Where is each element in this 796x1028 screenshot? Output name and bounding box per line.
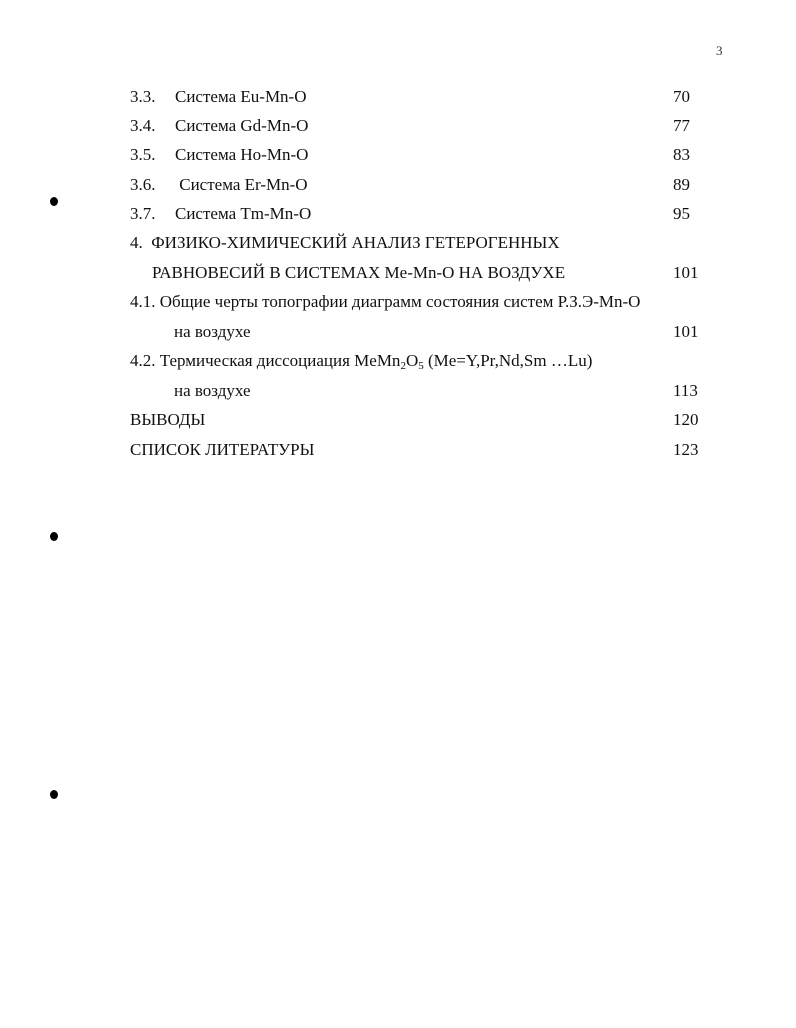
toc-entry: [130, 145, 308, 165]
section-4-2-page: 113: [673, 381, 698, 400]
conclusions-page: 120: [673, 410, 699, 429]
toc-entry-page: 95: [673, 204, 690, 223]
toc-entry-page: 70: [673, 87, 690, 106]
chapter-4-page: 101: [673, 263, 699, 282]
toc-entry-page: 77: [673, 116, 690, 135]
conclusions-title: ВЫВОДЫ: [130, 410, 206, 429]
toc-entry-number: 3.6.: [130, 175, 156, 194]
toc-entry-page: 83: [673, 145, 690, 164]
section-4-2-text-c: (Me=Y,Pr,Nd,Sm …Lu): [423, 351, 593, 370]
chapter-4-title-line-2: РАВНОВЕСИЙ В СИСТЕМАХ Me-Mn-O НА ВОЗДУХЕ: [152, 263, 566, 282]
section-4-2-title-line-1: [130, 351, 592, 371]
subscript-5: 5: [418, 360, 424, 372]
toc-entry-title: Система Eu-Mn-O: [175, 87, 307, 106]
references-title: СПИСОК ЛИТЕРАТУРЫ: [130, 440, 315, 459]
section-4-1-title-line-2: на воздухе: [174, 322, 251, 341]
binding-hole-mark: [50, 532, 58, 541]
toc-entry-title: Система Tm-Mn-O: [175, 204, 312, 223]
toc-entry-number: 3.3.: [130, 87, 156, 106]
references-page: 123: [673, 440, 699, 459]
toc-entry-title: Система Gd-Mn-O: [175, 116, 309, 135]
toc-entry-title: Система Ho-Mn-O: [175, 145, 309, 164]
section-4-2-text-b: O: [405, 351, 419, 370]
toc-entry: [130, 116, 308, 136]
section-4-1-title-line-1: 4.1. Общие черты топографии диаграмм состояния систем Р.З.Э-Mn-O: [130, 292, 641, 311]
toc-entry: [130, 87, 307, 107]
toc-entry: [130, 175, 308, 195]
toc-entry: [130, 204, 311, 224]
binding-hole-mark: [50, 197, 58, 206]
section-4-1-page: 101: [673, 322, 699, 341]
chapter-4-title-line-1: 4. ФИЗИКО-ХИМИЧЕСКИЙ АНАЛИЗ ГЕТЕРОГЕННЫХ: [130, 233, 560, 252]
toc-entry-title: Система Er-Mn-O: [175, 175, 308, 194]
toc-entry-number: 3.4.: [130, 116, 156, 135]
page-number: 3: [716, 43, 723, 58]
binding-hole-mark: [50, 790, 58, 799]
toc-entry-number: 3.7.: [130, 204, 156, 223]
section-4-2-title-line-2: на воздухе: [174, 381, 251, 400]
subscript-2: 2: [400, 360, 406, 372]
section-4-2-text-a: 4.2. Термическая диссоциация MeMn: [130, 351, 401, 370]
toc-entry-page: 89: [673, 175, 690, 194]
toc-entry-number: 3.5.: [130, 145, 156, 164]
